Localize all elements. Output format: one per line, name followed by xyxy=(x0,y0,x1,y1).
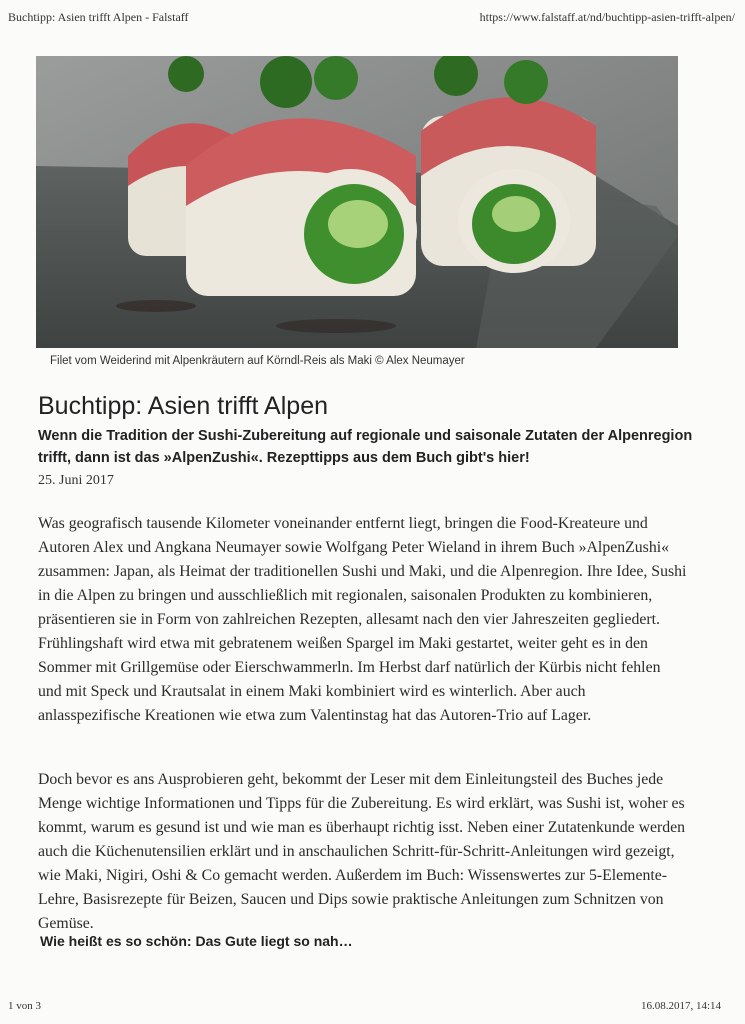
article-title: Buchtipp: Asien trifft Alpen xyxy=(38,392,329,420)
article-closing-line: Wie heißt es so schön: Das Gute liegt so nah… xyxy=(40,933,353,949)
print-header xyxy=(8,10,735,25)
print-url: https://www.falstaff.at/nd/buchtipp-asien-trifft-alpen/ xyxy=(479,10,735,24)
print-timestamp: 16.08.2017, 14:14 xyxy=(640,1000,721,1012)
article-subtitle: Wenn die Tradition der Sushi-Zubereitung auf regionale und saisonale Zutaten der Alpenregion trifft, dann ist das »AlpenZushi«. Rezepttipps aus dem Buch gibt's hier! xyxy=(38,428,693,466)
sushi-photo xyxy=(36,56,678,348)
article-paragraph-1: Was geografisch tausende Kilometer voneinander entfernt liegt, bringen die Food-Kreateure und Autoren Alex und Angkana Neumayer sowie Wolfgang Peter Wieland in ihrem Buch »AlpenZushi« zusammen: Japan, als Heimat der traditionellen Sushi und Maki, und die Alpenregion. Ihre Idee, Sushi in die Alpen zu bringen und ausschließlich mit regionalen, saisonalen Produkten zu kombinieren, präsentieren sie in Form von zahlreichen Rezepten, allesamt nach den vier Jahreszeiten gegliedert. Frühlingshaft wird etwa mit gebratenem weißen Spargel im Maki gestartet, weiter geht es in den Sommer mit Grillgemüse oder Eierschwammerln. Im Herbst darf natürlich der Kürbis nicht fehlen und mit Speck und Krautsalat in einem Maki kombiniert wird es winterlich. Aber auch anlasspezifische Kreationen wie etwa zum Valentinstag hat das Autoren-Trio auf Lager. xyxy=(38,515,687,724)
image-caption: Filet vom Weiderind mit Alpenkräutern auf Körndl-Reis als Maki © Alex Neumayer xyxy=(50,355,465,367)
article-paragraph-2: Doch bevor es ans Ausprobieren geht, bekommt der Leser mit dem Einleitungsteil des Buches jede Menge wichtige Informationen und Tipps für die Zubereitung. Es wird erklärt, was Sushi ist, woher es kommt, warum es gesund ist und wie man es überhaupt richtig isst. Neben einer Zutatenkunde werden auch die Küchenutensilien erklärt und in anschaulichen Schritt-für-Schritt-Anleitungen wird gezeigt, wie Maki, Nigiri, Oshi & Co gemacht werden. Außerdem im Buch: Wissenswertes zur 5-Elemente-Lehre, Basisrezepte für Beizen, Saucen und Dips sowie praktische Anleitungen zum Schnitzen von Gemüse. xyxy=(38,771,686,932)
print-footer xyxy=(8,1000,721,1012)
page-count: 1 von 3 xyxy=(8,1000,41,1012)
article-date: 25. Juni 2017 xyxy=(38,473,114,488)
hero-image xyxy=(36,56,678,348)
print-page-title: Buchtipp: Asien trifft Alpen - Falstaff xyxy=(8,10,189,24)
